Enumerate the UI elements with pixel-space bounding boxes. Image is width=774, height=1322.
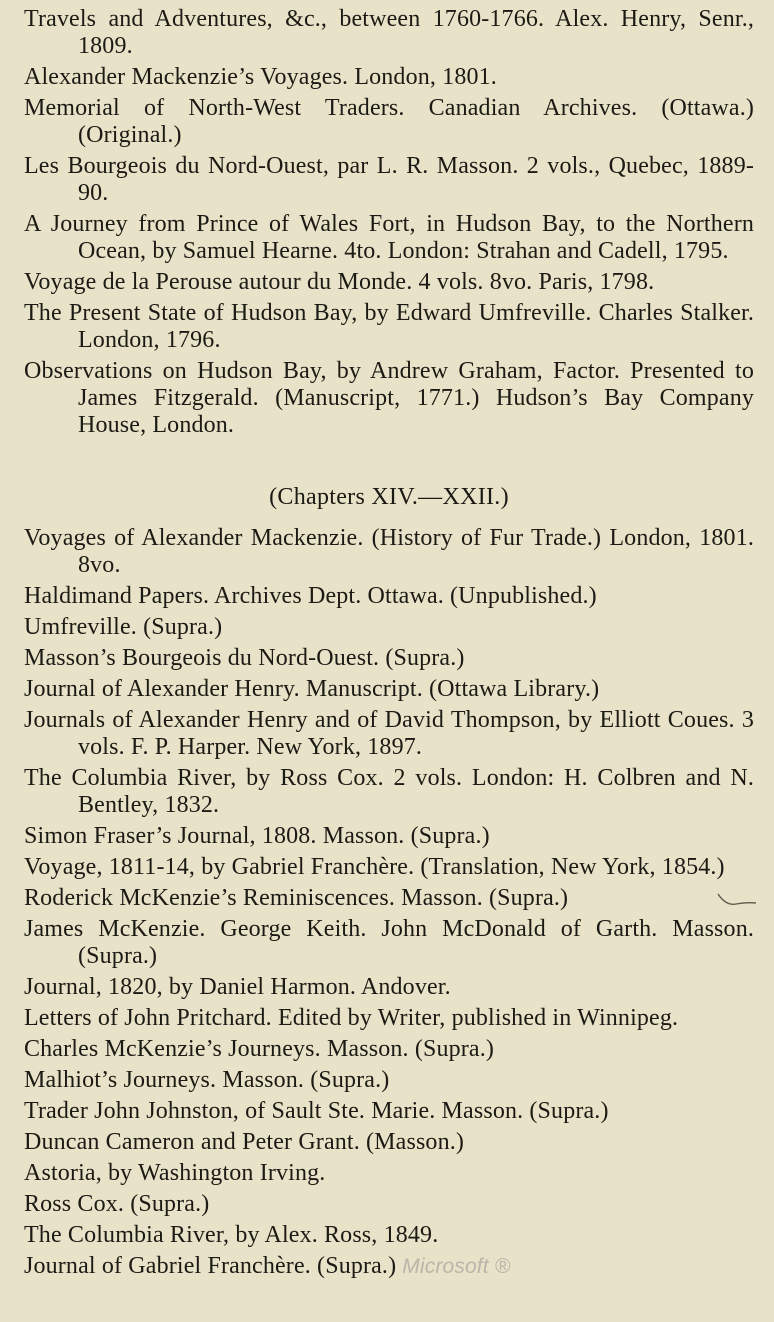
bibliography-entry: The Present State of Hudson Bay, by Edward Umfreville. Charles Stalker. London, 1796. — [24, 300, 754, 353]
scan-watermark: Microsoft ® — [402, 1255, 511, 1278]
bibliography-entry: Haldimand Papers. Archives Dept. Ottawa. (Unpublished.) — [24, 583, 597, 609]
bibliography-entry: A Journey from Prince of Wales Fort, in Hudson Bay, to the Northern Ocean, by Samuel Hearne. 4to. London: Strahan and Cadell, 1795. — [24, 211, 754, 264]
bibliography-entry: Voyages of Alexander Mackenzie. (History of Fur Trade.) London, 1801. 8vo. — [24, 525, 754, 578]
bibliography-entry: Voyage, 1811-14, by Gabriel Franchère. (Translation, New York, 1854.) — [24, 854, 725, 880]
section-heading: (Chapters XIV.—XXII.) — [269, 484, 509, 510]
bibliography-entry: Les Bourgeois du Nord-Ouest, par L. R. Masson. 2 vols., Quebec, 1889-90. — [24, 153, 754, 206]
bibliography-entry: Travels and Adventures, &c., between 1760-1766. Alex. Henry, Senr., 1809. — [24, 6, 754, 59]
bibliography-entry: The Columbia River, by Ross Cox. 2 vols. London: H. Colbren and N. Bentley, 1832. — [24, 765, 754, 818]
bibliography-entry: Roderick McKenzie’s Reminiscences. Masson. (Supra.) — [24, 885, 569, 911]
bibliography-entry: Malhiot’s Journeys. Masson. (Supra.) — [24, 1067, 390, 1093]
bibliography-entry: Alexander Mackenzie’s Voyages. London, 1801. — [24, 64, 497, 90]
bibliography-entry: Observations on Hudson Bay, by Andrew Graham, Factor. Presented to James Fitzgerald. (Manuscript, 1771.) Hudson’s Bay Company House, London. — [24, 358, 754, 438]
bibliography-entry: Journal, 1820, by Daniel Harmon. Andover. — [24, 974, 451, 1000]
bibliography-entry: Masson’s Bourgeois du Nord-Ouest. (Supra.) — [24, 645, 465, 671]
scan-mark-decoration — [716, 888, 756, 912]
bibliography-entry: Umfreville. (Supra.) — [24, 614, 223, 640]
bibliography-entry: Journal of Alexander Henry. Manuscript. (Ottawa Library.) — [24, 676, 600, 702]
bibliography-entry: James McKenzie. George Keith. John McDonald of Garth. Masson. (Supra.) — [24, 916, 754, 969]
bibliography-entry: Duncan Cameron and Peter Grant. (Masson.) — [24, 1129, 465, 1155]
entries-after-list — [24, 525, 754, 1280]
bibliography-entry: Journals of Alexander Henry and of David Thompson, by Elliott Coues. 3 vols. F. P. Harper. New York, 1897. — [24, 707, 754, 760]
bibliography-entry: Voyage de la Perouse autour du Monde. 4 vols. 8vo. Paris, 1798. — [24, 269, 655, 295]
entries-before-list — [24, 6, 754, 439]
bibliography-entry: Simon Fraser’s Journal, 1808. Masson. (Supra.) — [24, 823, 490, 849]
bibliography-entry: The Columbia River, by Alex. Ross, 1849. — [24, 1222, 439, 1248]
bibliography-entry: Astoria, by Washington Irving. — [24, 1160, 326, 1186]
last-bibliography-entry — [24, 1253, 754, 1280]
bibliography-entry: Ross Cox. (Supra.) — [24, 1191, 210, 1217]
entry-text: Journal of Gabriel Franchère. (Supra.) — [24, 1253, 397, 1279]
bibliography-entry: Letters of John Pritchard. Edited by Writer, published in Winnipeg. — [24, 1005, 679, 1031]
bibliography-entry: Charles McKenzie’s Journeys. Masson. (Supra.) — [24, 1036, 494, 1062]
bibliography-entry: Trader John Johnston, of Sault Ste. Marie. Masson. (Supra.) — [24, 1098, 609, 1124]
bibliography-entry: Memorial of North-West Traders. Canadian Archives. (Ottawa.) (Original.) — [24, 95, 754, 148]
